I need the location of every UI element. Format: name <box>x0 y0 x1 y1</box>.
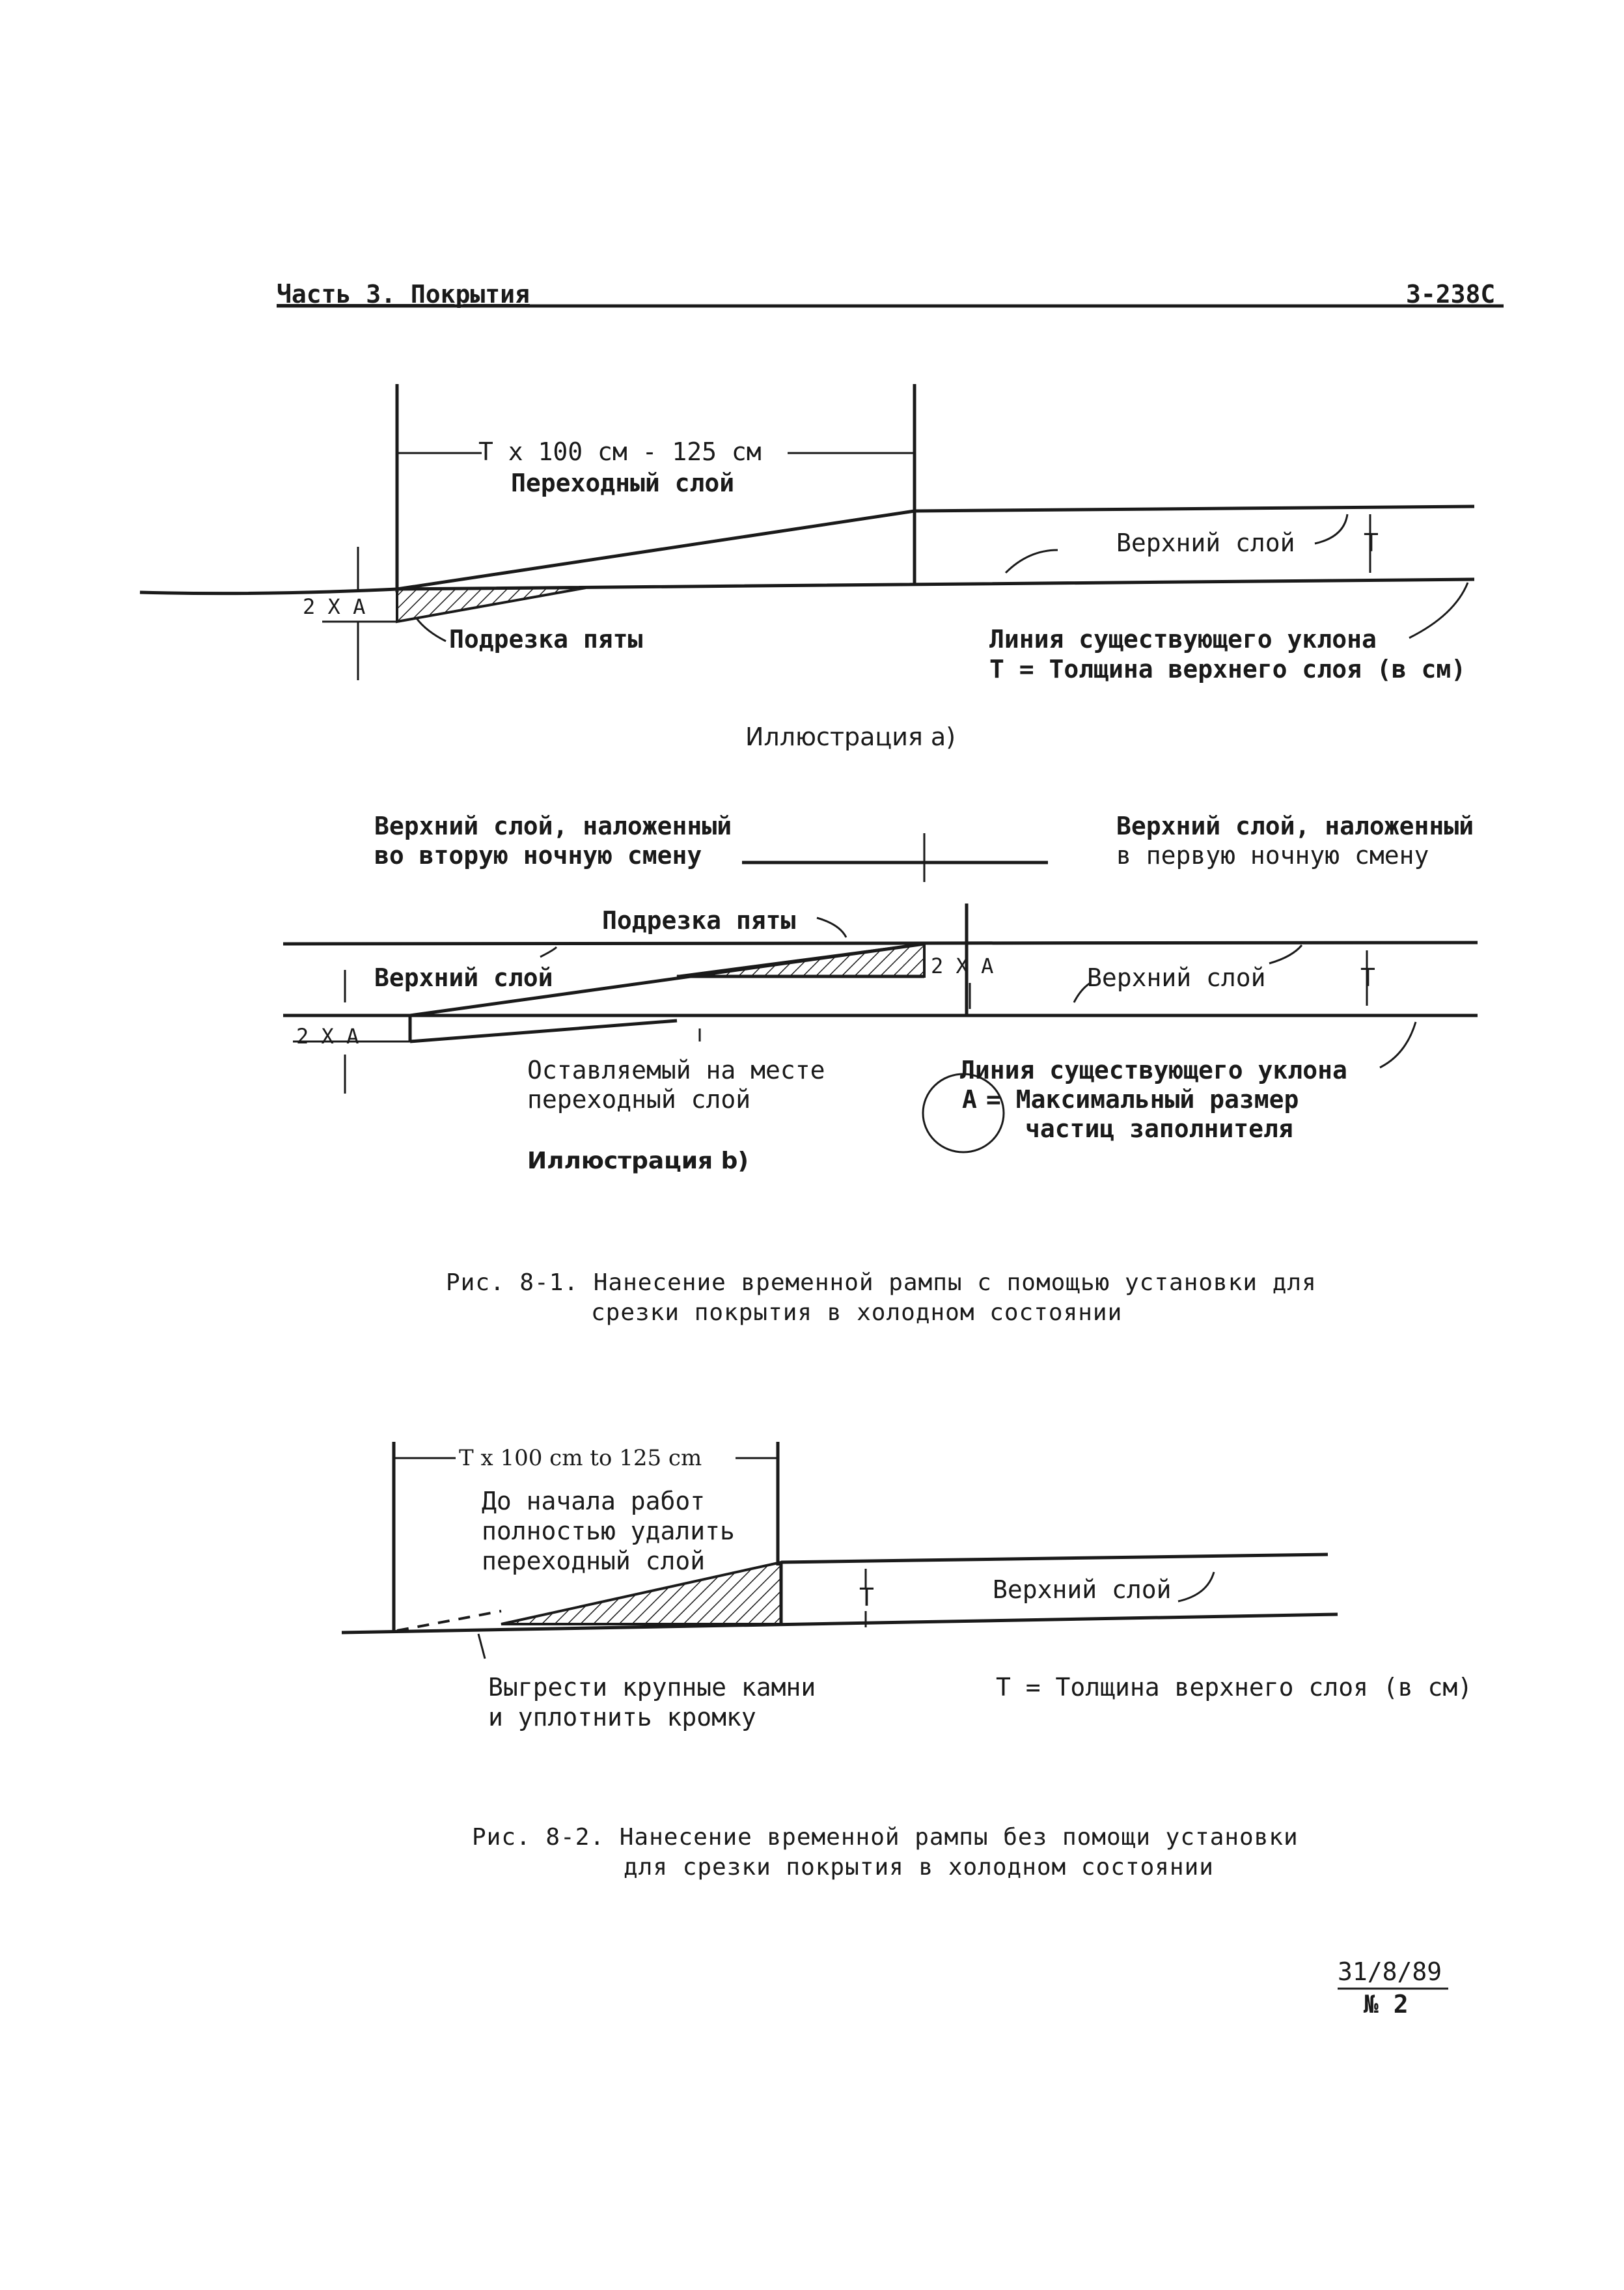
footer-number: № 2 <box>1364 1990 1409 2019</box>
fig-b-left-top-2: во вторую ночную смену <box>374 841 702 870</box>
fig81-caption-line2: срезки покрытия в холодном состоянии <box>591 1299 1123 1326</box>
fig82-caption-line2: для срезки покрытия в холодном состоянии <box>624 1854 1214 1881</box>
fig-c-t-definition: T = Толщина верхнего слоя (в см) <box>996 1673 1473 1702</box>
fig-b-top-layer-right: Верхний слой <box>1087 963 1266 992</box>
fig-b-heel-cut: Подрезка пяты <box>602 906 796 935</box>
fig-b-a-def-2: частиц заполнителя <box>1025 1114 1293 1143</box>
fig-b-left-in-place-1: Оставляемый на месте <box>527 1056 825 1084</box>
fig-a-top-layer: Верхний слой <box>1116 529 1295 557</box>
fig-c-remove-2: полностью удалить <box>482 1517 735 1545</box>
fig-c-t-mark: T <box>859 1583 874 1612</box>
fig-c-rake-2: и уплотнить кромку <box>488 1703 756 1731</box>
fig-a-length-label: T x 100 см - 125 см <box>478 437 762 466</box>
fig-b-top-layer-left: Верхний слой <box>374 963 553 992</box>
fig-b-right-top-1: Верхний слой, наложенный <box>1116 812 1474 840</box>
fig-a-transition-label: Переходный слой <box>511 469 735 497</box>
fig-b-right-top-2: в первую ночную смену <box>1116 841 1429 870</box>
footer-date: 31/8/89 <box>1338 1957 1442 1986</box>
fig-b-a-symbol: A <box>962 1085 977 1114</box>
fig-a-caption: Иллюстрация a) <box>745 723 956 751</box>
section-title: Часть 3. Покрытия <box>277 280 530 309</box>
fig-b-a-def-1: = Максимальный размер <box>986 1085 1299 1114</box>
fig-a-existing-grade: Линия существующего уклона <box>989 625 1377 654</box>
fig81-caption-line1: Рис. 8-1. Нанесение временной рампы с помощью установки для <box>446 1269 1317 1296</box>
fig-c-length-label: T x 100 cm to 125 cm <box>459 1445 702 1471</box>
fig-a-two-a: 2 X A <box>303 594 366 619</box>
fig-c-remove-3: переходный слой <box>482 1547 706 1575</box>
fig-b-left-in-place-2: переходный слой <box>527 1085 751 1114</box>
fig-c-rake-1: Выгрести крупные камни <box>488 1673 816 1702</box>
fig-a-t-definition: T = Толщина верхнего слоя (в см) <box>989 655 1466 683</box>
fig-b-two-a-right: 2 X A <box>931 954 994 978</box>
fig-b-existing-grade: Линия существующего уклона <box>960 1056 1347 1084</box>
fig-b-caption: Иллюстрация b) <box>527 1148 749 1174</box>
fig-b-two-a-left: 2 X A <box>296 1024 359 1049</box>
fig-a-heel-cut: Подрезка пяты <box>449 625 643 654</box>
fig-c-top-layer: Верхний слой <box>993 1575 1172 1604</box>
fig-a-t-mark: T <box>1364 529 1379 557</box>
document-code: 3-238C <box>1406 280 1496 309</box>
fig-b-left-top-1: Верхний слой, наложенный <box>374 812 732 840</box>
fig82-caption-line1: Рис. 8-2. Нанесение временной рампы без помощи установки <box>472 1824 1299 1851</box>
fig-c-remove-1: До начала работ <box>482 1487 706 1515</box>
fig-b-t-mark: T <box>1360 963 1375 992</box>
